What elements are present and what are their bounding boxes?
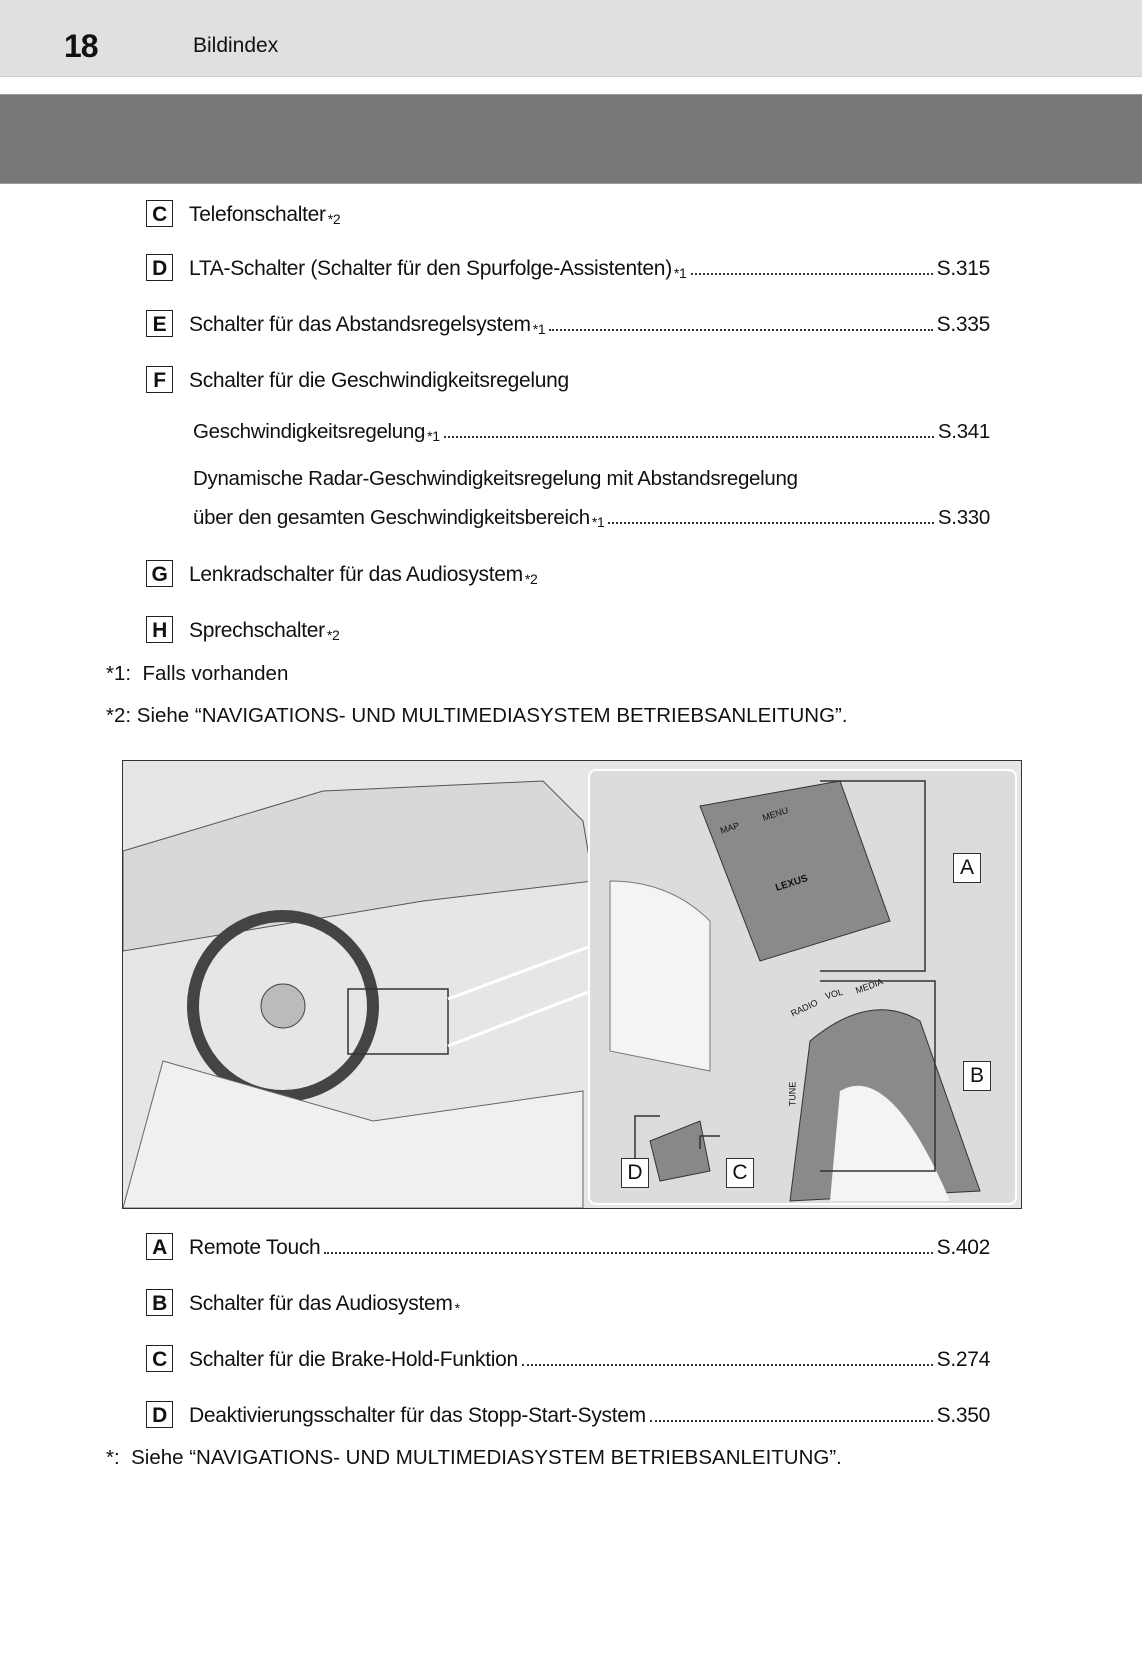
footnote-mark: *1: [106,662,132,685]
callout-a: A [953,853,981,883]
list-item [146,1345,990,1372]
menu-button-label: MENU [761,805,790,823]
leader-dots [324,1252,932,1254]
radio-button-label: RADIO [789,997,820,1019]
footnote [106,704,848,728]
detail-inset [588,769,1017,1205]
sub-item [193,506,990,530]
inset-drawing [590,771,1015,1203]
page-reference[interactable]: S.315 [936,257,990,280]
leader-dots [522,1364,933,1366]
item-letter: D [146,254,173,281]
item-letter: E [146,310,173,337]
leader-dots [650,1420,933,1422]
header-band [0,94,1142,184]
item-label: Schalter für das Audiosystem [189,1292,453,1315]
footnote-ref: *1 [532,321,546,337]
item-label: Schalter für die Geschwindigkeitsregelung [189,369,569,392]
footnote-text: Falls vorhanden [142,662,289,685]
page-number: 18 [64,28,98,64]
callout-c: C [726,1158,754,1188]
item-label: Dynamische Radar-Geschwindigkeitsregelung mit Abstandsregelung [193,467,798,490]
item-label: Sprechschalter [189,619,325,642]
footnote-text: Siehe “NAVIGATIONS- UND MULTIMEDIASYSTEM BETRIEBSANLEITUNG”. [131,1446,842,1469]
list-item [146,616,990,643]
interior-illustration [122,760,1022,1209]
page-header [0,0,1142,77]
footnote-ref: *2 [327,211,341,227]
page-reference[interactable]: S.350 [936,1404,990,1427]
item-letter: D [146,1401,173,1428]
map-button-label: MAP [718,820,741,836]
page-reference[interactable]: S.274 [936,1348,990,1371]
list-item [146,310,990,337]
leader-dots [549,329,932,331]
page-reference[interactable]: S.335 [936,313,990,336]
item-label: Schalter für das Abstandsregelsystem [189,313,531,336]
item-letter: H [146,616,173,643]
item-label: Remote Touch [189,1236,321,1259]
item-label: Schalter für die Brake-Hold-Funktion [189,1348,518,1371]
footnote [106,1446,842,1470]
item-label: über den gesamten Geschwindigkeitsbereich [193,506,590,529]
item-label: Telefonschalter [189,203,326,226]
list-item [146,366,990,393]
list-item [146,1289,990,1316]
item-label: Geschwindigkeitsregelung [193,420,426,443]
footnote-mark: *2: [106,704,132,727]
list-item [146,200,990,227]
list-item [146,560,990,587]
item-letter: A [146,1233,173,1260]
item-letter: G [146,560,173,587]
page-reference[interactable]: S.341 [937,420,990,443]
page-reference[interactable]: S.402 [936,1236,990,1259]
footnote-ref: *1 [427,428,440,444]
page-reference[interactable]: S.330 [937,506,990,529]
footnote-ref: * [454,1300,460,1316]
footnote [106,662,288,686]
tune-button-label: TUNE [787,1081,798,1107]
footnote-ref: *1 [673,265,687,281]
section-title: Bildindex [193,34,279,57]
leader-dots [608,522,933,524]
leader-dots [691,273,933,275]
item-label: LTA-Schalter (Schalter für den Spurfolge-Assistenten) [189,257,672,280]
leader-dots [444,436,934,438]
footnote-ref: *2 [326,627,340,643]
callout-d: D [621,1158,649,1188]
callout-b: B [963,1061,991,1091]
item-letter: B [146,1289,173,1316]
footnote-ref: *1 [591,514,605,530]
item-label: Deaktivierungsschalter für das Stopp-Start-System [189,1404,646,1427]
sub-item [193,420,990,444]
item-letter: F [146,366,173,393]
sub-item-line [193,467,990,491]
list-item [146,1401,990,1428]
item-label: Lenkradschalter für das Audiosystem [189,563,523,586]
item-letter: C [146,200,173,227]
vol-button-label: VOL [824,986,845,1002]
footnote-text: Siehe “NAVIGATIONS- UND MULTIMEDIASYSTEM BETRIEBSANLEITUNG”. [136,704,848,727]
media-button-label: MEDIA [854,976,885,996]
list-item [146,254,990,281]
lexus-logo: LEXUS [774,873,810,894]
item-letter: C [146,1345,173,1372]
list-item [146,1233,990,1260]
footnote-mark: *: [106,1446,120,1469]
footnote-ref: *2 [524,571,538,587]
